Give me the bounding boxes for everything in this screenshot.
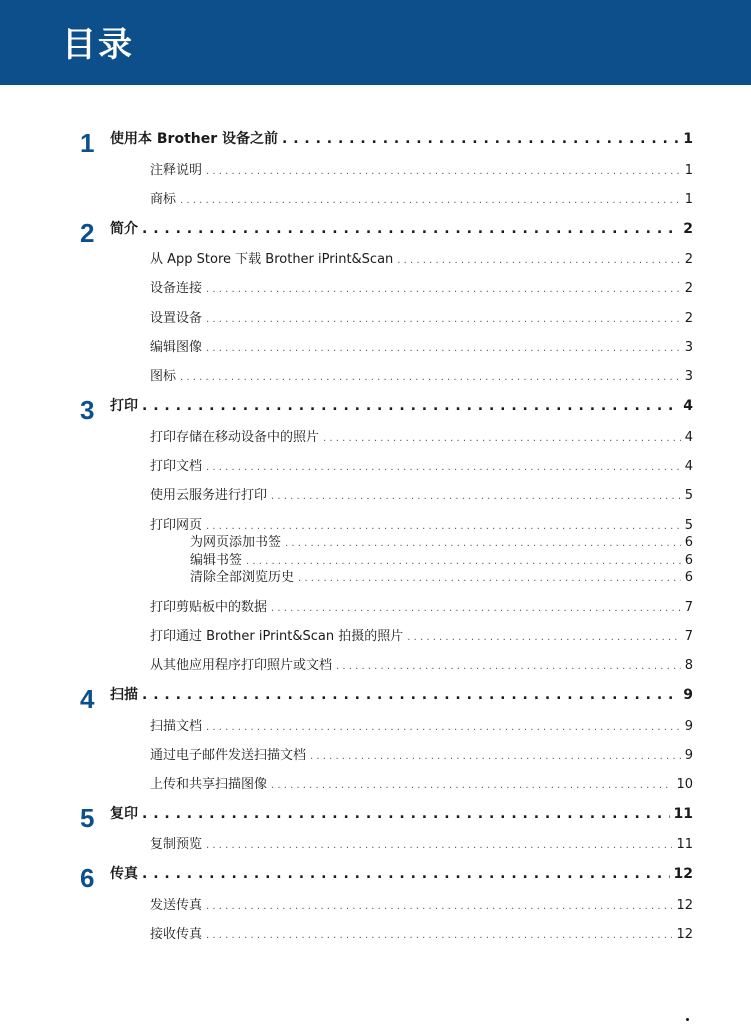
dot-leader [180, 372, 681, 383]
toc-page-number: 5 [684, 518, 693, 533]
dot-leader [206, 166, 681, 177]
toc-page-number: 4 [684, 459, 693, 474]
dot-leader [271, 603, 681, 614]
toc-chapter-title: 传真 [110, 866, 138, 882]
toc-section-title: 注释说明 [150, 163, 203, 178]
toc-section-entry[interactable] [150, 833, 693, 852]
toc-page-number: 7 [684, 600, 693, 615]
dot-leader [206, 314, 681, 325]
toc-page-number: 6 [684, 553, 693, 568]
dot-leader [407, 632, 680, 643]
toc-section-title: 复制预览 [150, 837, 203, 852]
dot-leader [206, 722, 681, 733]
dot-leader [142, 221, 679, 237]
toc-page-number: 12 [673, 866, 693, 882]
toc-section-title: 通过电子邮件发送扫描文档 [150, 748, 307, 763]
toc-page-number: 2 [684, 311, 693, 326]
dot-leader [298, 573, 681, 584]
toc-section-title: 从 App Store 下载 Brother iPrint&Scan [150, 252, 394, 267]
toc-chapter-entry[interactable] [110, 218, 693, 238]
toc-page-number: 11 [673, 806, 693, 822]
dot-leader [282, 131, 679, 147]
toc-section-title: 打印通过 Brother iPrint&Scan 拍摄的照片 [150, 629, 404, 644]
toc-page-number: 9 [683, 687, 693, 703]
toc-section-title: 扫描文档 [150, 719, 203, 734]
chapter-number: 2 [80, 218, 95, 248]
toc-section-entry[interactable] [150, 715, 693, 734]
toc-page-number: 3 [684, 340, 693, 355]
dot-leader [397, 255, 680, 266]
toc-section-entry[interactable] [150, 654, 693, 673]
toc-section-entry[interactable] [150, 426, 693, 445]
toc-chapter-entry[interactable] [110, 684, 693, 704]
toc-chapter-title: 简介 [110, 221, 138, 237]
toc-section-title: 打印网页 [150, 518, 203, 533]
toc-page-number: 11 [676, 837, 693, 852]
toc-section-title: 设备连接 [150, 281, 203, 296]
toc-section-entry[interactable] [150, 188, 693, 207]
toc-page-number: 12 [676, 898, 693, 913]
dot-leader [323, 433, 681, 444]
toc-section-title: 打印存储在移动设备中的照片 [150, 430, 320, 445]
toc-section-entry[interactable] [150, 744, 693, 763]
toc-page-number: 1 [684, 163, 693, 178]
dot-leader [206, 930, 672, 941]
toc-subsection-title: 为网页添加书签 [190, 535, 282, 550]
chapter-number: 3 [80, 395, 95, 425]
toc-page-number: 1 [684, 192, 693, 207]
dot-leader [142, 687, 679, 703]
toc-page-number: 2 [683, 221, 693, 237]
toc-page-number: 10 [676, 777, 693, 792]
toc-section-entry[interactable] [150, 455, 693, 474]
toc-section-title: 图标 [150, 369, 177, 384]
toc-chapter-title: 使用本 Brother 设备之前 [110, 131, 278, 147]
dot-leader [180, 195, 681, 206]
toc-chapter-entry[interactable] [110, 395, 693, 415]
dot-leader [142, 806, 670, 822]
toc-section-title: 商标 [150, 192, 177, 207]
toc-section-title: 打印剪贴板中的数据 [150, 600, 268, 615]
toc-section-entry[interactable] [150, 159, 693, 178]
toc-page-number: 2 [684, 281, 693, 296]
toc-section-title: 从其他应用程序打印照片或文档 [150, 658, 333, 673]
toc-section-title: 使用云服务进行打印 [150, 488, 268, 503]
page-marker-dot [686, 1018, 689, 1021]
toc-page-number: 3 [684, 369, 693, 384]
chapter-number: 6 [80, 863, 95, 893]
toc-chapter-title: 打印 [110, 398, 138, 414]
dot-leader [142, 398, 679, 414]
toc-page-number: 4 [683, 398, 693, 414]
toc-section-entry[interactable] [150, 894, 693, 913]
chapter-number: 1 [80, 128, 95, 158]
toc-section-entry[interactable] [150, 923, 693, 942]
toc-section-title: 编辑图像 [150, 340, 203, 355]
toc-section-entry[interactable] [150, 307, 693, 326]
toc-subsection-entry[interactable] [190, 531, 693, 550]
toc-section-entry[interactable] [150, 365, 693, 384]
toc-chapter-entry[interactable] [110, 128, 693, 148]
page-title: 目录 [62, 25, 134, 65]
toc-section-entry[interactable] [150, 484, 693, 503]
toc-page-number: 9 [684, 719, 693, 734]
dot-leader [142, 866, 670, 882]
toc-page-number: 6 [684, 535, 693, 550]
toc-subsection-entry[interactable] [190, 566, 693, 585]
toc-subsection-title: 清除全部浏览历史 [190, 570, 295, 585]
toc-subsection-title: 编辑书签 [190, 553, 243, 568]
toc-section-entry[interactable] [150, 277, 693, 296]
toc-chapter-entry[interactable] [110, 803, 693, 823]
toc-section-title: 设置设备 [150, 311, 203, 326]
dot-leader [206, 840, 672, 851]
dot-leader [206, 343, 681, 354]
dot-leader [310, 751, 681, 762]
toc-section-entry[interactable] [150, 596, 693, 615]
toc-section-entry[interactable] [150, 336, 693, 355]
toc-page-number: 5 [684, 488, 693, 503]
toc-section-title: 上传和共享扫描图像 [150, 777, 268, 792]
chapter-number: 5 [80, 803, 95, 833]
toc-chapter-entry[interactable] [110, 863, 693, 883]
dot-leader [285, 538, 681, 549]
toc-chapter-title: 扫描 [110, 687, 138, 703]
toc-chapter-title: 复印 [110, 806, 138, 822]
toc-page-number: 12 [676, 927, 693, 942]
toc-section-title: 接收传真 [150, 927, 203, 942]
toc-section-title: 打印文档 [150, 459, 203, 474]
toc-section-entry[interactable] [150, 773, 693, 792]
toc-section-title: 发送传真 [150, 898, 203, 913]
dot-leader [336, 661, 681, 672]
toc-page-number: 4 [684, 430, 693, 445]
toc-page-number: 6 [684, 570, 693, 585]
dot-leader [271, 780, 672, 791]
toc-page-number: 2 [684, 252, 693, 267]
dot-leader [206, 462, 681, 473]
toc-section-entry[interactable] [150, 625, 693, 644]
toc-page-number: 7 [684, 629, 693, 644]
toc-section-entry[interactable] [150, 248, 693, 267]
chapter-number: 4 [80, 684, 95, 714]
toc-page-number: 8 [684, 658, 693, 673]
toc-page-number: 1 [683, 131, 693, 147]
dot-leader [206, 284, 681, 295]
dot-leader [206, 901, 672, 912]
toc-page-number: 9 [684, 748, 693, 763]
dot-leader [271, 491, 681, 502]
